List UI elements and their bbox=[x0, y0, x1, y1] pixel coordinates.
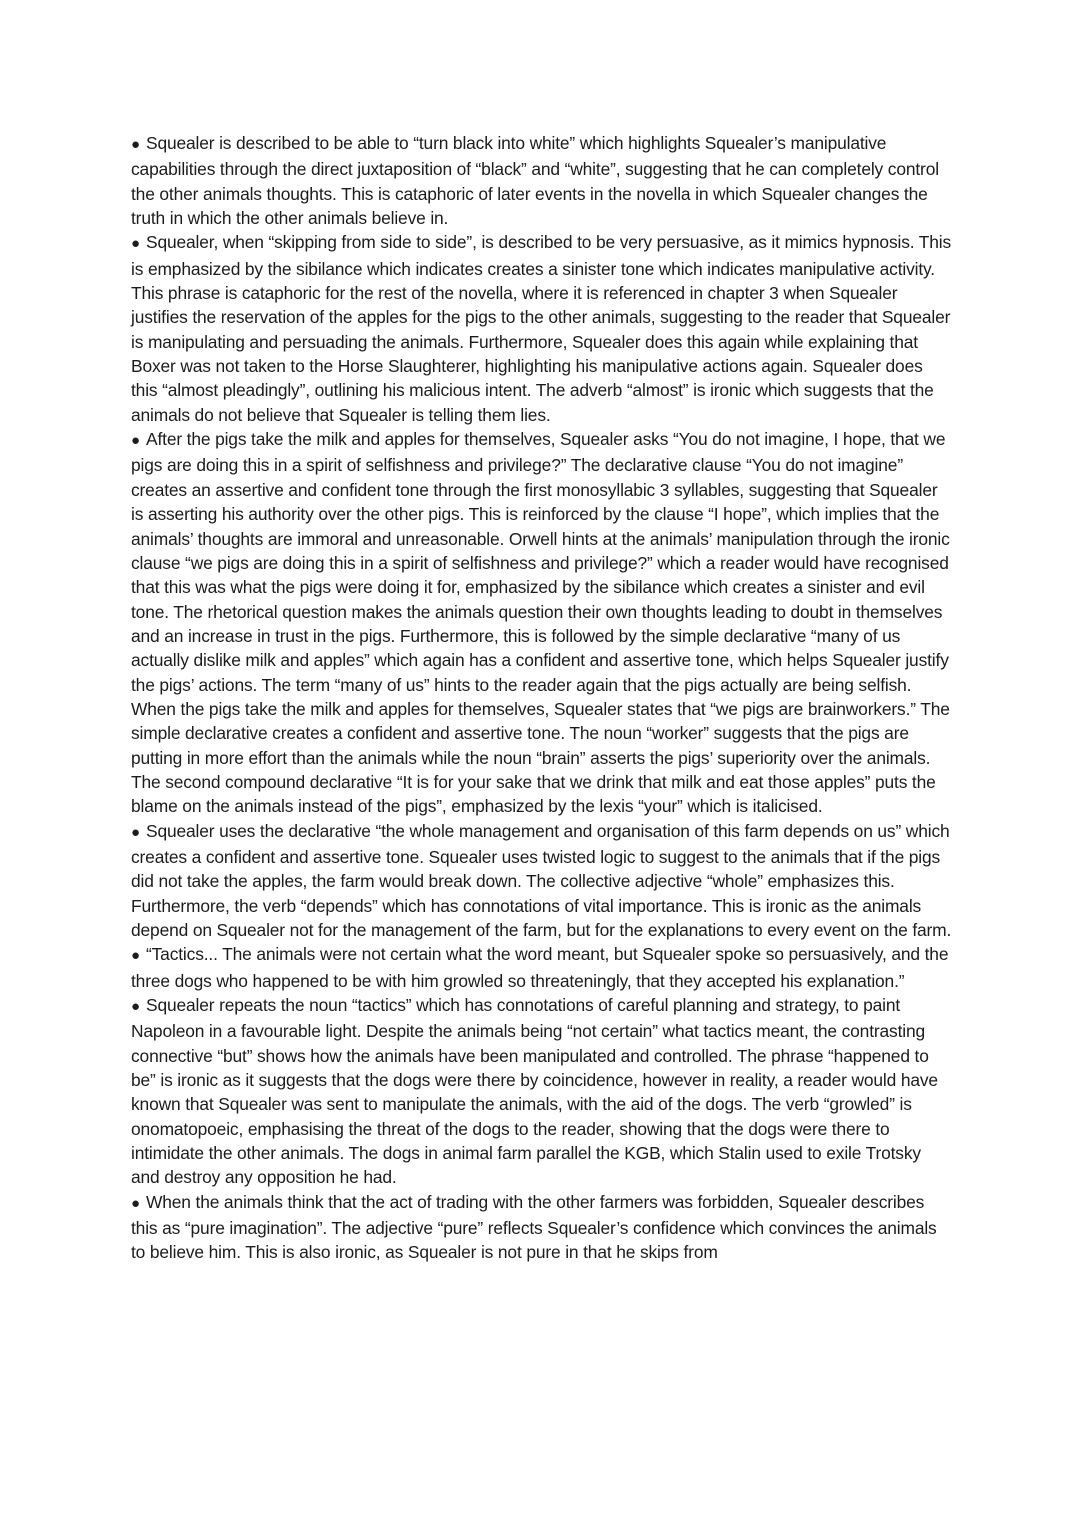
paragraph-3 bbox=[131, 427, 953, 819]
bullet-icon: ● bbox=[131, 823, 140, 841]
bullet-icon: ● bbox=[131, 432, 140, 450]
paragraph-text: Squealer repeats the noun “tactics” which has connotations of careful planning and strategy, to paint Napoleon in a favourable light. Despite the animals being “not certain” what tactics meant, the contrasting connective “but” shows how the animals have been manipulated and controlled. The phrase “happened to be” is ironic as it suggests that the dogs were there by coincidence, however in reality, a reader would have known that Squealer was sent to manipulate the animals, with the aid of the dogs. The verb “growled” is onomatopoeic, emphasising the threat of the dogs to the reader, showing that the dogs were there to intimidate the other animals. The dogs in animal farm parallel the KGB, which Stalin used to exile Trotsky and destroy any opposition he had. bbox=[131, 995, 938, 1188]
paragraph-text: After the pigs take the milk and apples for themselves, Squealer asks “You do not imagine, I hope, that we pigs are doing this in a spirit of selfishness and privilege?” The declarative clause “You do not imagine” creates an assertive and confident tone through the first monosyllabic 3 syllables, suggesting that Squealer is asserting his authority over the other pigs. This is reinforced by the clause “I hope”, which implies that the animals’ thoughts are immoral and unreasonable. Orwell hints at the animals’ manipulation through the ironic clause “we pigs are doing this in a spirit of selfishness and privilege?” which a reader would have recognised that this was what the pigs were doing it for, emphasized by the sibilance which creates a sinister and evil tone. The rhetorical question makes the animals question their own thoughts leading to doubt in themselves and an increase in trust in the pigs. Furthermore, this is followed by the simple declarative “many of us actually dislike milk and apples” which again has a confident and assertive tone, which helps Squealer justify the pigs’ actions. The term “many of us” hints to the reader again that the pigs actually are being selfish. When the pigs take the milk and apples for themselves, Squealer states that “we pigs are brainworkers.” The simple declarative creates a confident and assertive tone. The noun “worker” suggests that the pigs are putting in more effort than the animals while the noun “brain” asserts the pigs’ superiority over the animals. The second compound declarative “It is for your sake that we drink that milk and eat those apples” puts the blame on the animals instead of the pigs”, emphasized by the lexis “your” which is italicised. bbox=[131, 429, 950, 817]
paragraph-text: Squealer is described to be able to “turn black into white” which highlights Squealer’s manipulative capabilities through the direct juxtaposition of “black” and “white”, suggesting that he can completely control the other animals thoughts. This is cataphoric of later events in the novella in which Squealer changes the truth in which the other animals believe in. bbox=[131, 133, 939, 229]
paragraph-1 bbox=[131, 131, 953, 230]
paragraph-text: Squealer, when “skipping from side to side”, is described to be very persuasive, as it mimics hypnosis. This is emphasized by the sibilance which indicates creates a sinister tone which indicates manipulative activity. This phrase is cataphoric for the rest of the novella, where it is referenced in chapter 3 when Squealer justifies the reservation of the apples for the pigs to the other animals, suggesting to the reader that Squealer is manipulating and persuading the animals. Furthermore, Squealer does this again while explaining that Boxer was not taken to the Horse Slaughterer, highlighting his manipulative actions again. Squealer does this “almost pleadingly”, outlining his malicious intent. The adverb “almost” is ironic which suggests that the animals do not believe that Squealer is telling them lies. bbox=[131, 232, 952, 425]
paragraph-7 bbox=[131, 1190, 953, 1265]
paragraph-text: “Tactics... The animals were not certain what the word meant, but Squealer spoke so persuasively, and the three dogs who happened to be with him growled so threateningly, that they accepted his explanation.” bbox=[131, 944, 949, 991]
bullet-icon: ● bbox=[131, 136, 140, 153]
paragraph-4 bbox=[131, 819, 953, 943]
paragraph-5 bbox=[131, 942, 953, 993]
paragraph-text: When the animals think that the act of trading with the other farmers was forbidden, Squealer describes this as “pure imagination”. The adjective “pure” reflects Squealer’s confidence which convinces the animals to believe him. This is also ironic, as Squealer is not pure in that he skips from bbox=[131, 1191, 937, 1263]
bullet-icon: ● bbox=[131, 235, 140, 253]
bullet-icon: ● bbox=[131, 947, 140, 965]
document-body bbox=[131, 131, 953, 1265]
paragraph-2 bbox=[131, 230, 953, 427]
paragraph-text: Squealer uses the declarative “the whole management and organisation of this farm depends on us” which creates a confident and assertive tone. Squealer uses twisted logic to suggest to the animals that if the pigs did not take the apples, the farm would break down. The collective adjective “whole” emphasizes this. Furthermore, the verb “depends” which has connotations of vital importance. This is ironic as the animals depend on Squealer not for the management of the farm, but for the explanations to every event on the farm. bbox=[131, 820, 952, 940]
bullet-icon: ● bbox=[131, 998, 140, 1016]
bullet-icon: ● bbox=[131, 1194, 140, 1212]
paragraph-6 bbox=[131, 993, 953, 1190]
